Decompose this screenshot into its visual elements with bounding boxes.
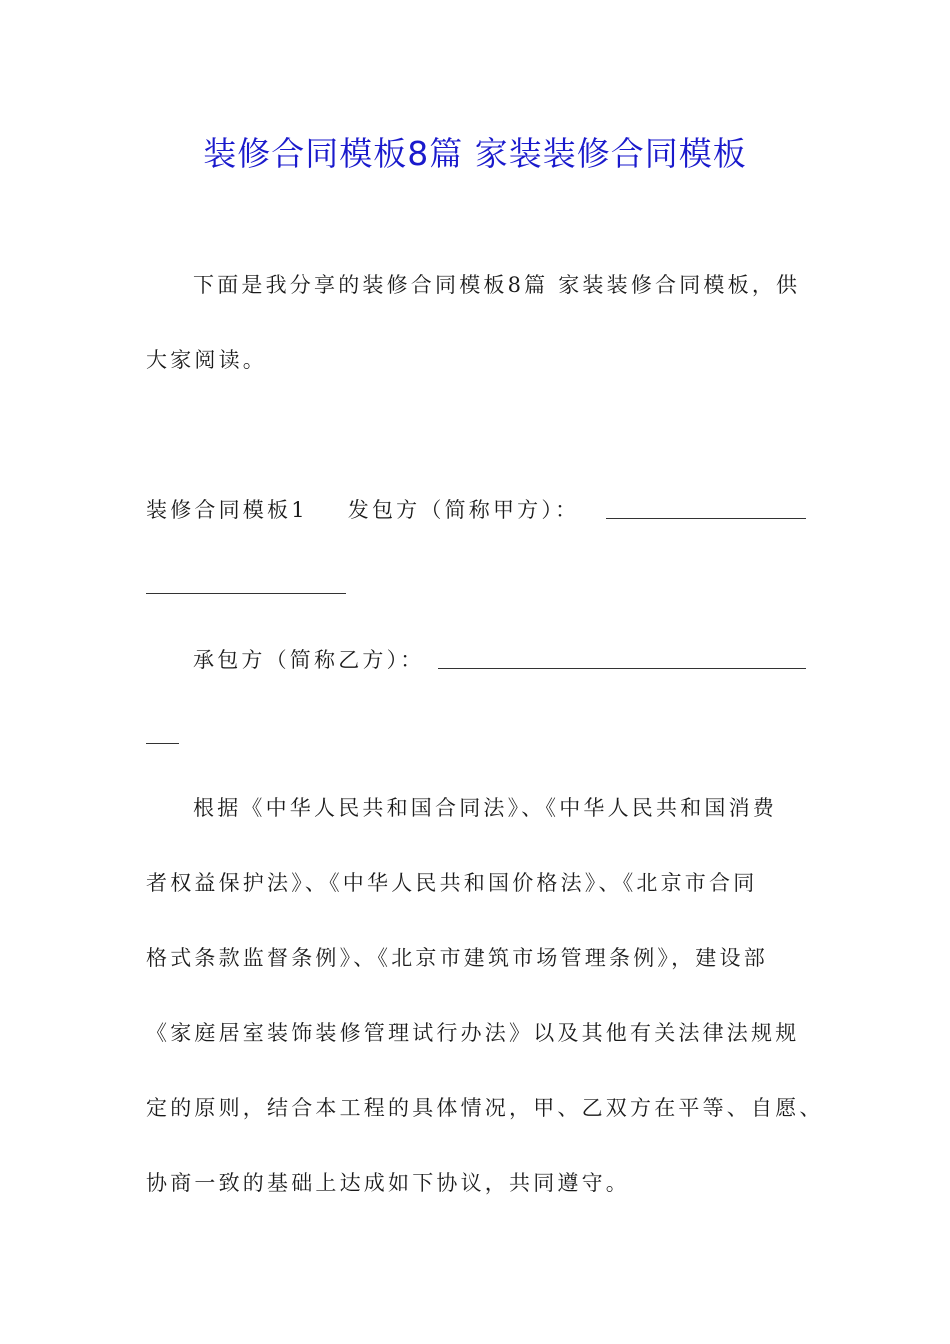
document-title: 装修合同模板8篇 家装装修合同模板 [203,134,747,173]
body-line-5: 定的原则，结合本工程的具体情况，甲、乙双方在平等、自愿、 [146,1096,824,1120]
party-a-blank-underline[interactable] [606,518,806,519]
intro-line-2: 大家阅读。 [146,348,267,372]
body-line-6: 协商一致的基础上达成如下协议，共同遵守。 [146,1171,630,1195]
section-heading: 装修合同模板1 [146,498,308,522]
party-b-blank-underline-continued[interactable] [146,743,179,744]
intro-line-1: 下面是我分享的装修合同模板8篇 家装装修合同模板，供 [193,273,801,297]
party-a-line [146,495,579,525]
body-line-4: 《家庭居室装饰装修管理试行办法》以及其他有关法律法规规 [146,1021,800,1045]
party-b-line [193,645,425,675]
body-line-1: 根据《中华人民共和国合同法》、《中华人民共和国消费 [193,796,777,820]
party-a-blank-underline-continued[interactable] [146,593,346,594]
body-line-2: 者权益保护法》、《中华人民共和国价格法》、《北京市合同 [146,871,758,895]
party-a-label: 发包方（简称甲方）： [347,498,580,522]
body-line-3: 格式条款监督条例》、《北京市建筑市场管理条例》，建设部 [146,946,768,970]
party-b-label: 承包方（简称乙方）： [193,648,425,672]
party-b-blank-underline[interactable] [438,668,806,669]
